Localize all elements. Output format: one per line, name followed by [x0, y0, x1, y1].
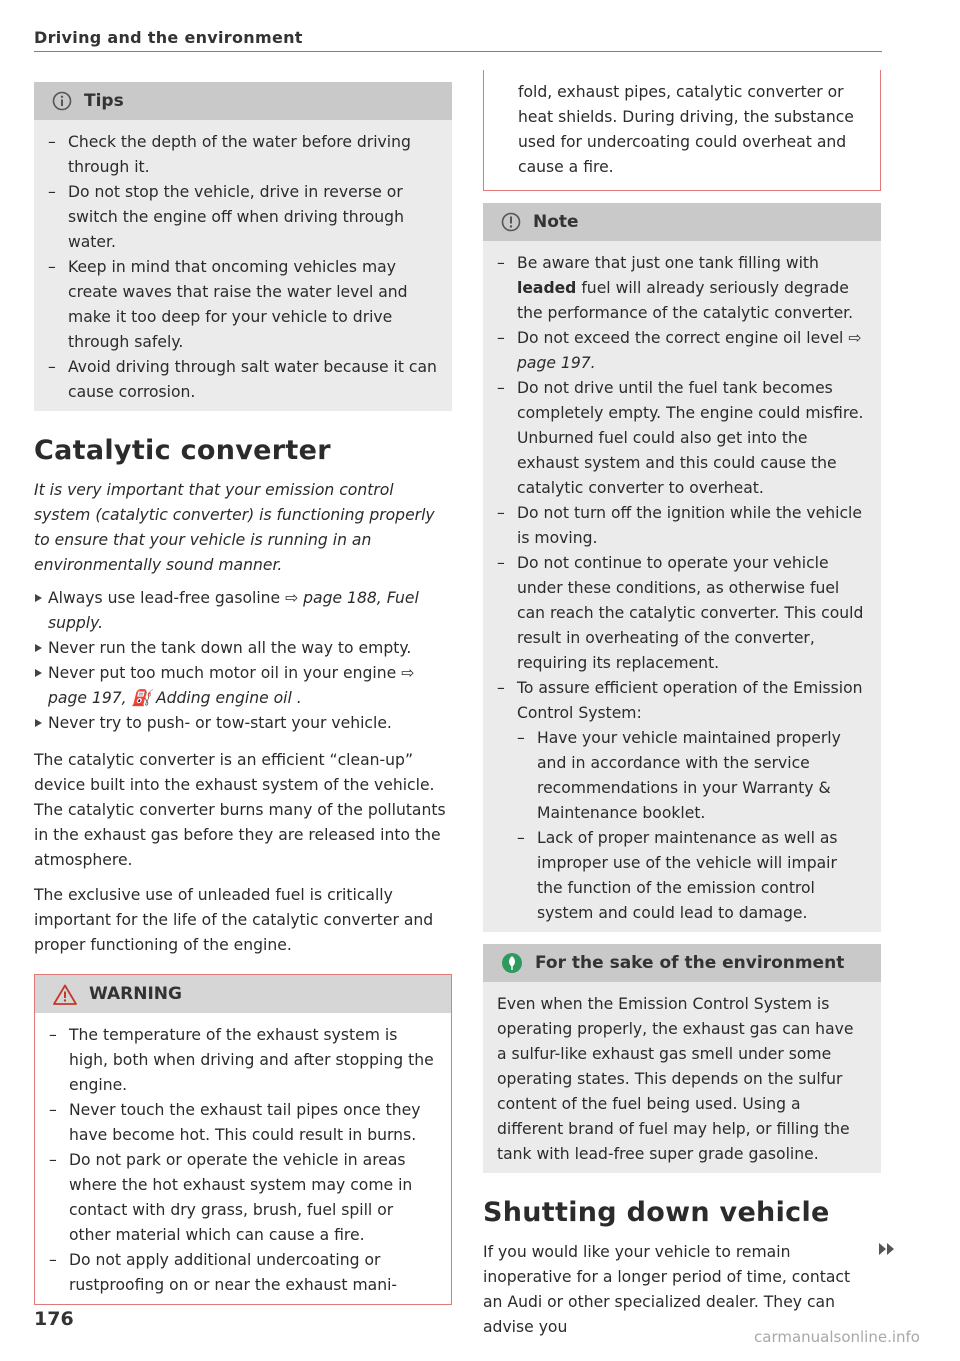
list-item: Never run the tank down all the way to empty.: [34, 636, 452, 661]
catalytic-paragraph-2: The exclusive use of unleaded fuel is critically important for the life of the catalytic converter and proper functioning of the engine.: [34, 886, 434, 954]
shutdown-heading: Shutting down vehicle: [483, 1197, 830, 1228]
tips-header: [34, 82, 452, 120]
page-reference-link[interactable]: ⇨ page 197.: [517, 329, 862, 372]
list-item: – Do not stop the vehicle, drive in reverse or switch the engine off when driving through water.: [48, 180, 438, 255]
list-item: – Check the depth of the water before driving through it.: [48, 130, 438, 180]
left-column: [34, 80, 452, 1305]
tips-title: Tips: [84, 91, 124, 111]
tips-list: [48, 130, 438, 405]
continue-arrow-icon: [877, 1242, 899, 1256]
page-number: 176: [34, 1308, 74, 1330]
note-header: [483, 203, 881, 241]
list-item: – Have your vehicle maintained properly and in accordance with the service recommendations in your Warranty & Maintenance booklet.: [517, 726, 867, 826]
note-sublist: [517, 726, 867, 926]
watermark: carmanualsonline.info: [754, 1328, 920, 1346]
list-item: – Do not turn off the ignition while the vehicle is moving.: [497, 501, 867, 551]
warning-box-continued: [483, 70, 881, 191]
info-icon: [52, 91, 72, 111]
list-item: – Do not exceed the correct engine oil level ⇨ page 197.: [497, 326, 867, 376]
list-item: – Be aware that just one tank filling with leaded fuel will already seriously degrade the performance of the catalytic converter.: [497, 251, 867, 326]
environment-box: [483, 944, 881, 1173]
environment-title: For the sake of the environment: [535, 953, 845, 973]
warning-list: [49, 1023, 437, 1298]
list-item: – Do not park or operate the vehicle in areas where the hot exhaust system may come in contact with dry grass, brush, fuel spill or other material which can cause a fire.: [49, 1148, 437, 1248]
list-item: Never try to push- or tow-start your vehicle.: [34, 711, 452, 736]
list-item: – Do not apply additional undercoating or rustproofing on or near the exhaust mani-: [49, 1248, 437, 1298]
list-item: – Never touch the exhaust tail pipes once they have become hot. This could result in burns.: [49, 1098, 437, 1148]
shutdown-text: If you would like your vehicle to remain inoperative for a longer period of time, contact an Audi or other specialized dealer. They can advise you: [483, 1243, 851, 1336]
list-item: Never put too much motor oil in your engine ⇨ page 197, ⛽ Adding engine oil .: [34, 661, 452, 711]
note-title: Note: [533, 212, 579, 232]
catalytic-paragraph-1: The catalytic converter is an efficient “clean-up” device built into the exhaust system of the vehicle. The catalytic converter burns many of the pollutants in the exhaust gas before they are released into the atmosphere.: [34, 751, 446, 869]
list-item: Always use lead-free gasoline ⇨ page 188, Fuel supply.: [34, 586, 452, 636]
warning-box: [34, 974, 452, 1305]
page-reference-link[interactable]: ⇨ page 197, ⛽ Adding engine oil .: [48, 664, 415, 707]
list-item: – Keep in mind that oncoming vehicles may create waves that raise the water level and make it too deep for your vehicle to drive through safely.: [48, 255, 438, 355]
tips-box: [34, 82, 452, 411]
list-item: – Avoid driving through salt water because it can cause corrosion.: [48, 355, 438, 405]
exclamation-circle-icon: [501, 212, 521, 232]
environment-leaf-icon: [501, 952, 523, 974]
running-header: Driving and the environment: [34, 28, 882, 52]
page-reference-link[interactable]: ⇨ page 188, Fuel supply.: [48, 589, 419, 632]
catalytic-intro: It is very important that your emission control system (catalytic converter) is functioning properly to ensure that your vehicle is running in an environmentally sound manner.: [34, 481, 435, 574]
list-item: – Do not drive until the fuel tank becomes completely empty. The engine could misfire. Unburned fuel could also get into the exhaust system and this could cause the catalytic converter to overheat.: [497, 376, 867, 501]
note-box: [483, 203, 881, 932]
warning-header: [35, 975, 451, 1013]
note-list: [497, 251, 867, 926]
list-item: – To assure efficient operation of the Emission Control System: – Have your vehicle maintained properly and in accordance with the service recommendations in your Warranty & Maintenance booklet. – Lack of proper maintenance as well as improper use of the vehicle will impair the function of the emission control system and could lead to damage.: [497, 676, 867, 926]
list-item: – Lack of proper maintenance as well as improper use of the vehicle will impair the function of the emission control system and could lead to damage.: [517, 826, 867, 926]
list-item: – The temperature of the exhaust system is high, both when driving and after stopping the engine.: [49, 1023, 437, 1098]
environment-header: [483, 944, 881, 982]
warning-title: WARNING: [89, 984, 182, 1004]
catalytic-heading: Catalytic converter: [34, 435, 331, 466]
right-column: [483, 70, 881, 1350]
catalytic-bullets: [34, 586, 452, 736]
warning-triangle-icon: [53, 984, 77, 1005]
list-item: – Do not continue to operate your vehicle under these conditions, as otherwise fuel can reach the catalytic converter. This could result in overheating of the converter, requiring its replacement.: [497, 551, 867, 676]
environment-text: Even when the Emission Control System is operating properly, the exhaust gas can have a sulfur-like exhaust gas smell under some operating states. This depends on the sulfur content of the fuel being used. Using a different brand of fuel may help, or filling the tank with lead-free super grade gasoline.: [497, 995, 854, 1163]
warning-continued-text: fold, exhaust pipes, catalytic converter or heat shields. During driving, the substance used for undercoating could overheat and cause a fire.: [518, 83, 854, 176]
